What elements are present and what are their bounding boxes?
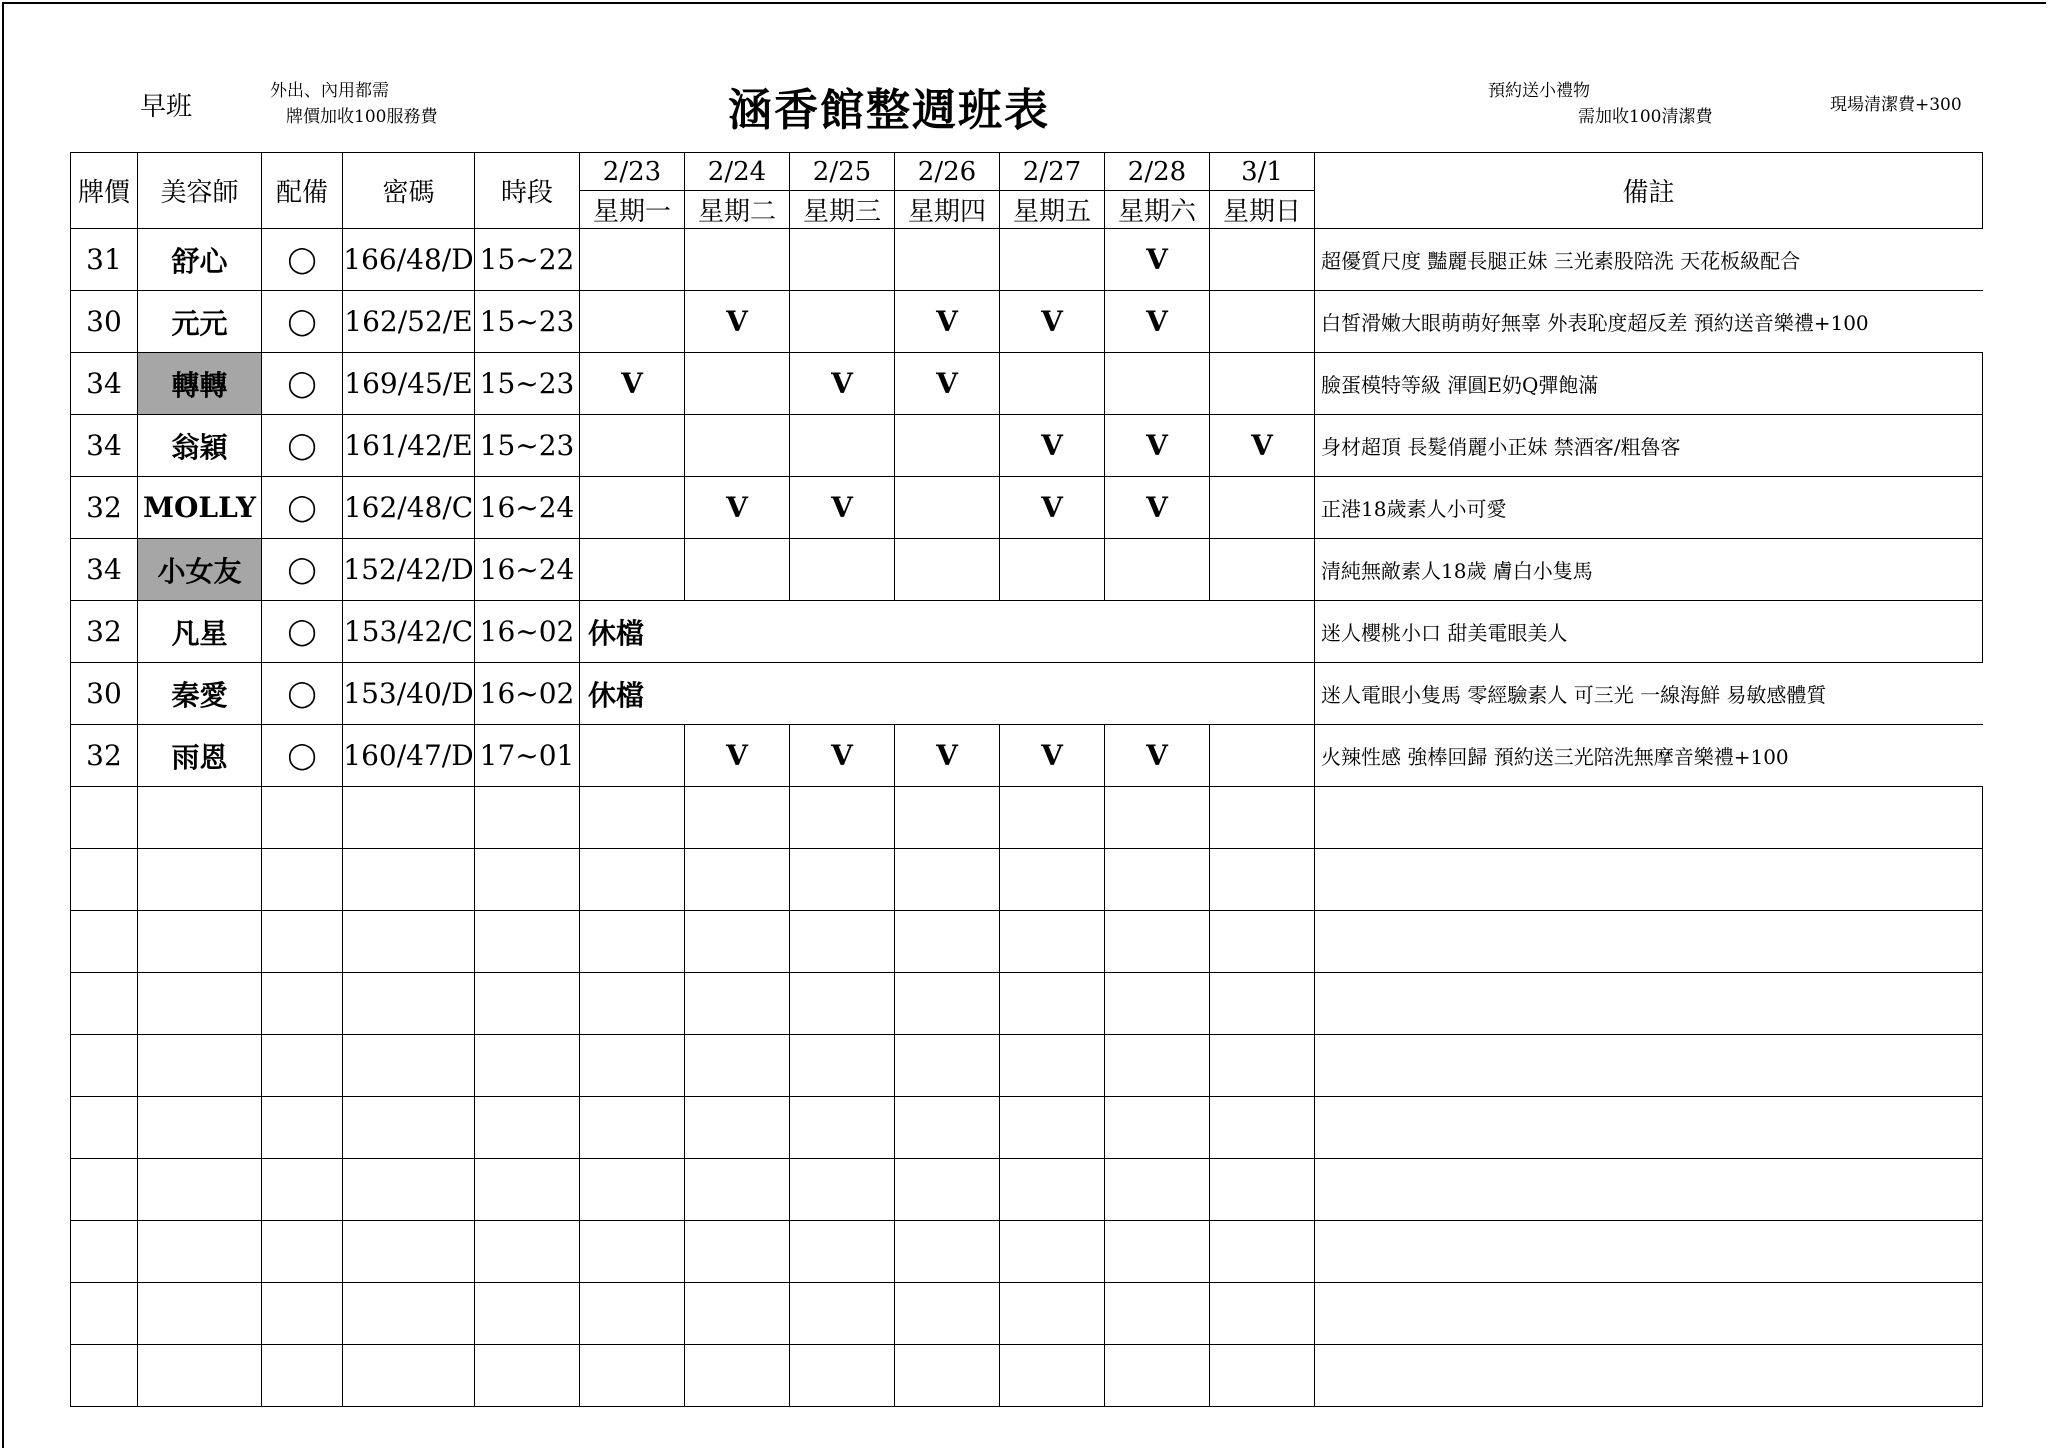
empty-cell <box>1000 1283 1105 1345</box>
col-header-weekday: 星期一 <box>580 191 685 229</box>
schedule-table <box>70 152 1983 1407</box>
empty-cell <box>138 1159 262 1221</box>
day-check-cell: V <box>895 725 1000 787</box>
time-slot-cell: 16~02 <box>475 663 580 725</box>
day-check-cell <box>895 415 1000 477</box>
day-check-cell: V <box>685 725 790 787</box>
day-check-cell: V <box>895 353 1000 415</box>
day-check-cell <box>1105 539 1210 601</box>
equip-circle-icon: ◯ <box>262 415 343 477</box>
empty-cell <box>685 1097 790 1159</box>
empty-cell <box>1105 1345 1210 1407</box>
day-check-cell: V <box>1105 477 1210 539</box>
empty-cell <box>790 911 895 973</box>
empty-cell <box>1315 1097 1983 1159</box>
empty-cell <box>1210 911 1315 973</box>
password-cell: 162/48/C <box>343 477 475 539</box>
equip-circle-icon: ◯ <box>262 539 343 601</box>
table-row <box>71 539 1983 601</box>
gift-note <box>1488 78 1712 130</box>
time-slot-cell: 16~24 <box>475 539 580 601</box>
price-cell: 34 <box>71 539 138 601</box>
col-header-equip: 配備 <box>262 153 343 229</box>
table-row <box>71 353 1983 415</box>
empty-cell <box>580 1283 685 1345</box>
day-check-cell <box>790 539 895 601</box>
col-header-date: 2/24 <box>685 153 790 191</box>
password-cell: 152/42/D <box>343 539 475 601</box>
beautician-name: 凡星 <box>138 601 262 663</box>
day-check-cell <box>790 229 895 291</box>
empty-row <box>71 973 1983 1035</box>
day-check-cell <box>895 229 1000 291</box>
day-check-cell: V <box>790 353 895 415</box>
header-date-row <box>71 153 1983 191</box>
empty-cell <box>1210 849 1315 911</box>
time-slot-cell: 15~23 <box>475 291 580 353</box>
empty-cell <box>790 787 895 849</box>
equip-circle-icon: ◯ <box>262 477 343 539</box>
price-cell: 32 <box>71 601 138 663</box>
beautician-name: 元元 <box>138 291 262 353</box>
empty-cell <box>71 849 138 911</box>
empty-cell <box>1315 1035 1983 1097</box>
empty-cell <box>262 1221 343 1283</box>
empty-cell <box>895 787 1000 849</box>
empty-cell <box>138 1097 262 1159</box>
empty-row <box>71 1283 1983 1345</box>
day-check-cell: V <box>1000 725 1105 787</box>
password-cell: 166/48/D <box>343 229 475 291</box>
col-header-weekday: 星期日 <box>1210 191 1315 229</box>
col-header-weekday: 星期四 <box>895 191 1000 229</box>
empty-cell <box>1315 1345 1983 1407</box>
empty-cell <box>1210 1035 1315 1097</box>
service-fee-note <box>270 78 437 130</box>
empty-cell <box>262 1097 343 1159</box>
empty-cell <box>138 1345 262 1407</box>
empty-cell <box>580 1159 685 1221</box>
empty-cell <box>1000 849 1105 911</box>
equip-circle-icon: ◯ <box>262 353 343 415</box>
empty-cell <box>1315 1283 1983 1345</box>
day-check-cell: V <box>1105 291 1210 353</box>
empty-cell <box>580 1097 685 1159</box>
empty-cell <box>1000 1097 1105 1159</box>
password-cell: 153/40/D <box>343 663 475 725</box>
day-check-cell <box>1210 539 1315 601</box>
table-row <box>71 477 1983 539</box>
empty-cell <box>685 973 790 1035</box>
empty-cell <box>790 1035 895 1097</box>
empty-cell <box>1105 849 1210 911</box>
empty-cell <box>262 973 343 1035</box>
equip-circle-icon: ◯ <box>262 601 343 663</box>
day-check-cell: V <box>895 291 1000 353</box>
col-header-beautician: 美容師 <box>138 153 262 229</box>
day-check-cell <box>1210 291 1315 353</box>
day-check-cell: V <box>790 725 895 787</box>
page-title: 涵香館整週班表 <box>728 85 1050 136</box>
day-check-cell: V <box>1000 477 1105 539</box>
table-row <box>71 663 1983 725</box>
empty-cell <box>790 1159 895 1221</box>
empty-cell <box>343 1097 475 1159</box>
empty-cell <box>343 973 475 1035</box>
password-cell: 153/42/C <box>343 601 475 663</box>
empty-cell <box>1315 1221 1983 1283</box>
empty-cell <box>71 787 138 849</box>
day-check-cell <box>790 291 895 353</box>
empty-cell <box>1210 1159 1315 1221</box>
empty-cell <box>1000 787 1105 849</box>
password-cell: 161/42/E <box>343 415 475 477</box>
day-check-cell: V <box>685 477 790 539</box>
empty-cell <box>790 1283 895 1345</box>
empty-row <box>71 1221 1983 1283</box>
empty-cell <box>580 1345 685 1407</box>
empty-cell <box>262 849 343 911</box>
day-check-cell: V <box>580 353 685 415</box>
day-off-cell: 休檔 <box>580 601 1315 663</box>
empty-cell <box>138 1283 262 1345</box>
remark-cell: 迷人櫻桃小口 甜美電眼美人 <box>1315 601 1983 663</box>
day-check-cell <box>580 229 685 291</box>
empty-cell <box>475 1035 580 1097</box>
remark-cell: 臉蛋模特等級 渾圓E奶Q彈飽滿 <box>1315 353 1983 415</box>
col-header-date: 2/26 <box>895 153 1000 191</box>
remark-cell: 身材超頂 長髮俏麗小正妹 禁酒客/粗魯客 <box>1315 415 1983 477</box>
beautician-name: 秦愛 <box>138 663 262 725</box>
time-slot-cell: 15~23 <box>475 415 580 477</box>
empty-cell <box>343 1035 475 1097</box>
day-check-cell <box>685 415 790 477</box>
empty-cell <box>1210 1097 1315 1159</box>
empty-cell <box>580 849 685 911</box>
empty-cell <box>1105 1221 1210 1283</box>
day-check-cell: V <box>1105 415 1210 477</box>
empty-cell <box>1105 1283 1210 1345</box>
day-check-cell <box>580 725 685 787</box>
col-header-date: 3/1 <box>1210 153 1315 191</box>
password-cell: 160/47/D <box>343 725 475 787</box>
table-row <box>71 229 1983 291</box>
day-check-cell: V <box>1210 415 1315 477</box>
empty-cell <box>475 1345 580 1407</box>
day-check-cell: V <box>1105 725 1210 787</box>
day-check-cell: V <box>1105 229 1210 291</box>
beautician-name: 舒心 <box>138 229 262 291</box>
day-check-cell <box>1000 229 1105 291</box>
empty-cell <box>685 849 790 911</box>
gift-note-line2: 需加收100清潔費 <box>1578 107 1713 127</box>
empty-cell <box>1105 1159 1210 1221</box>
time-slot-cell: 15~23 <box>475 353 580 415</box>
empty-cell <box>1105 1097 1210 1159</box>
empty-cell <box>685 911 790 973</box>
price-cell: 31 <box>71 229 138 291</box>
empty-row <box>71 911 1983 973</box>
day-check-cell <box>580 477 685 539</box>
empty-cell <box>895 973 1000 1035</box>
empty-cell <box>1210 1221 1315 1283</box>
empty-cell <box>685 1159 790 1221</box>
password-cell: 169/45/E <box>343 353 475 415</box>
empty-cell <box>475 1221 580 1283</box>
empty-cell <box>790 1221 895 1283</box>
shift-label: 早班 <box>140 92 193 122</box>
empty-cell <box>475 973 580 1035</box>
empty-cell <box>1105 787 1210 849</box>
col-header-password: 密碼 <box>343 153 475 229</box>
empty-cell <box>895 911 1000 973</box>
empty-cell <box>71 911 138 973</box>
day-check-cell <box>580 291 685 353</box>
empty-cell <box>138 973 262 1035</box>
table-row <box>71 415 1983 477</box>
empty-cell <box>475 787 580 849</box>
empty-row <box>71 849 1983 911</box>
day-check-cell: V <box>1000 415 1105 477</box>
empty-cell <box>1210 787 1315 849</box>
equip-circle-icon: ◯ <box>262 291 343 353</box>
col-header-remarks: 備註 <box>1315 153 1983 229</box>
day-check-cell <box>1000 353 1105 415</box>
empty-row <box>71 1159 1983 1221</box>
empty-cell <box>475 1283 580 1345</box>
service-fee-note-line2: 牌價加收100服務費 <box>286 107 438 127</box>
empty-cell <box>790 1097 895 1159</box>
day-check-cell <box>685 353 790 415</box>
col-header-time: 時段 <box>475 153 580 229</box>
empty-cell <box>262 1283 343 1345</box>
day-check-cell: V <box>1000 291 1105 353</box>
col-header-weekday: 星期三 <box>790 191 895 229</box>
empty-cell <box>343 911 475 973</box>
day-check-cell <box>685 229 790 291</box>
beautician-name: 轉轉 <box>138 353 262 415</box>
equip-circle-icon: ◯ <box>262 663 343 725</box>
empty-cell <box>1210 973 1315 1035</box>
empty-cell <box>1000 1221 1105 1283</box>
empty-cell <box>71 1283 138 1345</box>
col-header-date: 2/25 <box>790 153 895 191</box>
empty-cell <box>790 849 895 911</box>
remark-cell: 超優質尺度 豔麗長腿正妹 三光素股陪洗 天花板級配合 <box>1315 229 1983 291</box>
day-check-cell <box>1000 539 1105 601</box>
empty-cell <box>343 1283 475 1345</box>
empty-cell <box>343 787 475 849</box>
empty-cell <box>790 1345 895 1407</box>
empty-cell <box>1315 787 1983 849</box>
equip-circle-icon: ◯ <box>262 229 343 291</box>
col-header-weekday: 星期五 <box>1000 191 1105 229</box>
remark-cell: 正港18歲素人小可愛 <box>1315 477 1983 539</box>
empty-cell <box>138 1035 262 1097</box>
price-cell: 32 <box>71 477 138 539</box>
empty-cell <box>71 973 138 1035</box>
empty-row <box>71 1035 1983 1097</box>
remark-cell: 迷人電眼小隻馬 零經驗素人 可三光 一線海鮮 易敏感體質 <box>1315 663 1983 725</box>
beautician-name: MOLLY <box>138 477 262 539</box>
time-slot-cell: 17~01 <box>475 725 580 787</box>
remark-cell: 火辣性感 強棒回歸 預約送三光陪洗無摩音樂禮+100 <box>1315 725 1983 787</box>
empty-cell <box>895 1345 1000 1407</box>
empty-cell <box>262 1035 343 1097</box>
day-check-cell <box>685 539 790 601</box>
empty-cell <box>1000 1159 1105 1221</box>
empty-cell <box>262 1159 343 1221</box>
empty-cell <box>138 911 262 973</box>
empty-cell <box>138 787 262 849</box>
empty-cell <box>475 911 580 973</box>
col-header-weekday: 星期二 <box>685 191 790 229</box>
empty-cell <box>1315 973 1983 1035</box>
empty-cell <box>71 1345 138 1407</box>
empty-cell <box>138 849 262 911</box>
empty-cell <box>1000 973 1105 1035</box>
empty-cell <box>685 1345 790 1407</box>
empty-cell <box>1105 973 1210 1035</box>
empty-cell <box>71 1097 138 1159</box>
empty-cell <box>138 1221 262 1283</box>
empty-cell <box>1210 1283 1315 1345</box>
schedule-body <box>71 229 1983 1407</box>
empty-cell <box>1105 911 1210 973</box>
empty-cell <box>895 1221 1000 1283</box>
empty-cell <box>71 1159 138 1221</box>
col-header-date: 2/23 <box>580 153 685 191</box>
empty-cell <box>343 1159 475 1221</box>
time-slot-cell: 16~02 <box>475 601 580 663</box>
empty-row <box>71 1345 1983 1407</box>
empty-cell <box>71 1035 138 1097</box>
day-check-cell <box>580 415 685 477</box>
gift-note-line1: 預約送小禮物 <box>1488 81 1590 101</box>
price-cell: 34 <box>71 353 138 415</box>
col-header-date: 2/27 <box>1000 153 1105 191</box>
empty-cell <box>1315 849 1983 911</box>
empty-cell <box>1315 1159 1983 1221</box>
table-row <box>71 291 1983 353</box>
empty-cell <box>1105 1035 1210 1097</box>
empty-cell <box>343 1345 475 1407</box>
empty-cell <box>475 849 580 911</box>
day-check-cell: V <box>685 291 790 353</box>
empty-cell <box>895 1035 1000 1097</box>
table-row <box>71 601 1983 663</box>
day-check-cell <box>895 477 1000 539</box>
day-check-cell <box>895 539 1000 601</box>
day-check-cell <box>1210 725 1315 787</box>
day-check-cell <box>1210 477 1315 539</box>
empty-cell <box>580 1035 685 1097</box>
empty-cell <box>262 1345 343 1407</box>
day-check-cell: V <box>790 477 895 539</box>
empty-cell <box>343 849 475 911</box>
beautician-name: 雨恩 <box>138 725 262 787</box>
empty-cell <box>685 787 790 849</box>
empty-cell <box>895 1283 1000 1345</box>
price-cell: 34 <box>71 415 138 477</box>
cleaning-fee-note: 現場清潔費+300 <box>1830 95 1962 115</box>
empty-cell <box>475 1097 580 1159</box>
empty-cell <box>262 787 343 849</box>
empty-cell <box>685 1221 790 1283</box>
col-header-price: 牌價 <box>71 153 138 229</box>
empty-cell <box>685 1283 790 1345</box>
empty-cell <box>895 1159 1000 1221</box>
empty-cell <box>1000 1345 1105 1407</box>
price-cell: 32 <box>71 725 138 787</box>
password-cell: 162/52/E <box>343 291 475 353</box>
empty-row <box>71 787 1983 849</box>
col-header-weekday: 星期六 <box>1105 191 1210 229</box>
time-slot-cell: 15~22 <box>475 229 580 291</box>
price-cell: 30 <box>71 663 138 725</box>
remark-cell: 白皙滑嫩大眼萌萌好無辜 外表恥度超反差 預約送音樂禮+100 <box>1315 291 1983 353</box>
empty-row <box>71 1097 1983 1159</box>
empty-cell <box>1315 911 1983 973</box>
day-check-cell <box>1210 229 1315 291</box>
day-check-cell <box>1105 353 1210 415</box>
empty-cell <box>580 787 685 849</box>
empty-cell <box>343 1221 475 1283</box>
empty-cell <box>895 1097 1000 1159</box>
day-check-cell <box>1210 353 1315 415</box>
time-slot-cell: 16~24 <box>475 477 580 539</box>
empty-cell <box>71 1221 138 1283</box>
price-cell: 30 <box>71 291 138 353</box>
col-header-date: 2/28 <box>1105 153 1210 191</box>
beautician-name: 小女友 <box>138 539 262 601</box>
empty-cell <box>475 1159 580 1221</box>
empty-cell <box>580 911 685 973</box>
empty-cell <box>580 1221 685 1283</box>
empty-cell <box>580 973 685 1035</box>
empty-cell <box>685 1035 790 1097</box>
empty-cell <box>1000 1035 1105 1097</box>
day-off-cell: 休檔 <box>580 663 1315 725</box>
empty-cell <box>790 973 895 1035</box>
empty-cell <box>895 849 1000 911</box>
equip-circle-icon: ◯ <box>262 725 343 787</box>
empty-cell <box>1000 911 1105 973</box>
day-check-cell <box>790 415 895 477</box>
remark-cell: 清純無敵素人18歲 膚白小隻馬 <box>1315 539 1983 601</box>
beautician-name: 翁穎 <box>138 415 262 477</box>
service-fee-note-line1: 外出、內用都需 <box>270 81 389 101</box>
day-check-cell <box>580 539 685 601</box>
empty-cell <box>262 911 343 973</box>
empty-cell <box>1210 1345 1315 1407</box>
table-row <box>71 725 1983 787</box>
